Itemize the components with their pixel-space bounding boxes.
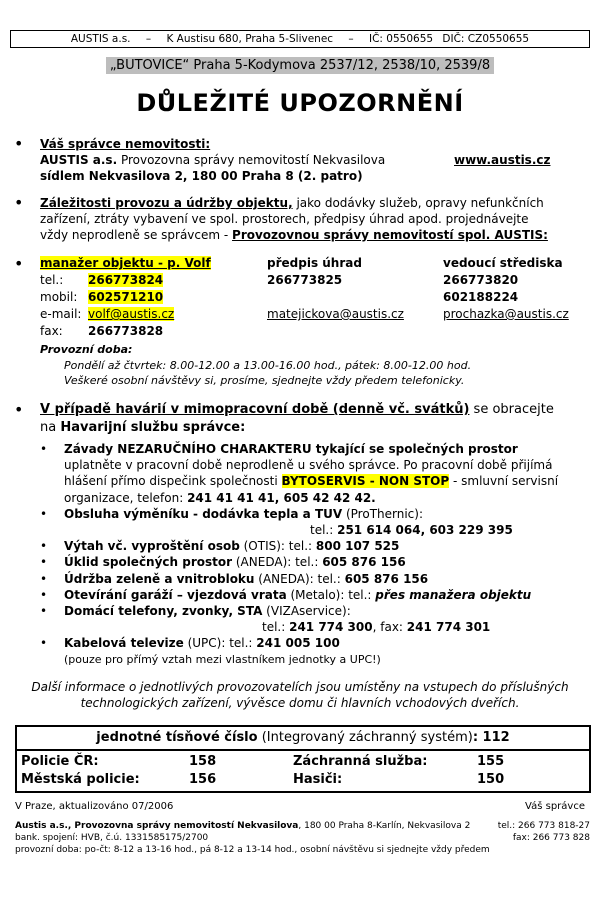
service-text: organizace, telefon: bbox=[64, 490, 188, 505]
manager-mobil: 602571210 bbox=[88, 290, 164, 304]
service-provider: (VIZAservice): bbox=[262, 604, 351, 619]
bullet-icon: • bbox=[14, 400, 24, 419]
head-tel: 266773820 bbox=[443, 273, 519, 287]
service-phone: 605 876 156 bbox=[322, 555, 406, 570]
website-link[interactable]: www.austis.cz bbox=[454, 153, 551, 167]
bullet-icon: • bbox=[40, 442, 48, 456]
manager-tel: 266773824 bbox=[88, 273, 164, 287]
emergency-text: na bbox=[40, 420, 61, 435]
fax-label: , fax: bbox=[372, 620, 407, 635]
footer-bank: bank. spojení: HVB, č.ú. 1331585175/2700 bbox=[15, 833, 209, 843]
service-label: Městská policie: bbox=[21, 772, 140, 787]
manager-heading: manažer objektu - p. Volf bbox=[40, 256, 211, 270]
hours-text: Veškeré osobní návštěvy si, prosíme, sjednejte vždy předem telefonicky. bbox=[64, 374, 465, 387]
bullet-icon: • bbox=[40, 506, 48, 521]
list-item bbox=[40, 506, 590, 538]
section-operations bbox=[40, 195, 580, 243]
header-ico: IČ: 0550655 bbox=[369, 33, 434, 45]
company-detail: Provozovna správy nemovitostí Nekvasilova bbox=[117, 153, 386, 167]
manager-email[interactable]: volf@austis.cz bbox=[88, 307, 175, 321]
service-phone: 241 774 300 bbox=[289, 620, 373, 635]
service-name: Kabelová televize bbox=[64, 636, 184, 651]
service-contact: přes manažera objektu bbox=[375, 587, 532, 602]
service-provider: (ANEDA): tel.: bbox=[254, 571, 345, 586]
emergency-heading: V případě havárií v mimopracovní době (denně vč. svátků) bbox=[40, 402, 470, 417]
bullet-icon: • bbox=[40, 587, 48, 602]
footer-info bbox=[15, 820, 590, 856]
service-phone: 241 005 100 bbox=[256, 636, 340, 651]
section-heading: Váš správce nemovitosti: bbox=[40, 137, 211, 151]
hours-text: Pondělí až čtvrtek: 8.00-12.00 a 13.00-16.00 hod., pátek: 8.00-12.00 hod. bbox=[64, 359, 472, 372]
service-note: (pouze pro přímý vztah mezi vlastníkem jednotky a UPC!) bbox=[64, 652, 381, 666]
list-item bbox=[40, 441, 590, 506]
emergency-section-heading bbox=[40, 401, 590, 437]
billing-heading: předpis úhrad bbox=[267, 256, 362, 270]
list-item bbox=[40, 554, 590, 570]
signature: Váš správce bbox=[525, 801, 585, 812]
info-text: technologických zařízení, vývěsce domu či hlavních vchodových dveřích. bbox=[80, 696, 520, 710]
service-name: Úklid společných prostor bbox=[64, 555, 233, 570]
ops-heading: Záležitosti provozu a údržby objektu, bbox=[40, 196, 293, 210]
service-name: Otevírání garáží – vjezdová vrata bbox=[64, 587, 287, 602]
service-fax: 241 774 301 bbox=[406, 620, 491, 635]
update-date: V Praze, aktualizováno 07/2006 bbox=[15, 801, 174, 812]
service-name: Údržba zeleně a vnitrobloku bbox=[64, 571, 255, 586]
emergency-service: Havarijní službu správce: bbox=[60, 420, 246, 435]
service-text: hlášení přímo dispečink společnosti bbox=[64, 474, 282, 489]
manager-fax: 266773828 bbox=[88, 324, 164, 338]
tel-label: tel.: bbox=[310, 523, 338, 538]
page-title: DŮLEŽITÉ UPOZORNĚNÍ bbox=[136, 89, 464, 117]
head-email[interactable]: prochazka@austis.cz bbox=[443, 307, 569, 321]
emergency-title: jednotné tísňové číslo bbox=[96, 730, 258, 745]
head-mobil: 602188224 bbox=[443, 290, 519, 304]
service-provider: (ANEDA): tel.: bbox=[232, 555, 323, 570]
header-address: K Austisu 680, Praha 5-Slivenec bbox=[166, 33, 334, 45]
list-item bbox=[40, 571, 590, 587]
company-seat: sídlem Nekvasilova 2, 180 00 Praha 8 (2. patro) bbox=[40, 169, 363, 183]
service-number: 155 bbox=[477, 754, 505, 769]
company-name: AUSTIS a.s. bbox=[40, 153, 118, 167]
tel-label: tel.: bbox=[262, 620, 290, 635]
service-provider: (OTIS): tel.: bbox=[239, 539, 316, 554]
bullet-icon: • bbox=[14, 134, 24, 153]
header-dic: DIČ: CZ0550655 bbox=[442, 33, 530, 45]
footer-hours: provozní doba: po-čt: 8-12 a 13-16 hod., pá 8-12 a 13-14 hod., osobní návštěvu si sjednejte vždy předem bbox=[15, 845, 490, 855]
emergency-text: se obracejte bbox=[469, 402, 554, 417]
bullet-icon: • bbox=[40, 555, 48, 570]
service-phone: 605 876 156 bbox=[344, 571, 429, 586]
table-row bbox=[17, 771, 589, 789]
service-number: 150 bbox=[477, 772, 505, 787]
tel-label: tel.: bbox=[40, 273, 64, 287]
office-hours bbox=[64, 358, 471, 388]
info-note bbox=[0, 679, 600, 711]
email-label: e-mail: bbox=[40, 307, 82, 321]
service-phone: 800 107 525 bbox=[315, 539, 400, 554]
dispatch-name: BYTOSERVIS - NON STOP bbox=[281, 474, 450, 489]
service-provider: (ProThernic): bbox=[342, 506, 423, 521]
emergency-subtitle: (Integrovaný záchranný systém) bbox=[257, 730, 473, 745]
service-name: Obsluha výměníku - dodávka tepla a TUV bbox=[64, 506, 343, 521]
service-number: 158 bbox=[189, 754, 217, 769]
bullet-icon: • bbox=[40, 539, 48, 554]
bullet-icon: • bbox=[40, 604, 48, 619]
building-location: „BUTOVICE“ Praha 5-Kodymova 2537/12, 2538/10, 2539/8 bbox=[0, 58, 600, 73]
billing-tel: 266773825 bbox=[267, 273, 343, 287]
service-provider: (UPC): tel.: bbox=[183, 636, 257, 651]
list-item bbox=[40, 587, 590, 603]
service-label: Hasiči: bbox=[293, 772, 343, 787]
service-text: - smluvní servisní bbox=[449, 474, 559, 489]
footer-fax: fax: 266 773 828 bbox=[512, 833, 590, 843]
service-name: Výtah vč. vyproštění osob bbox=[64, 539, 240, 554]
ops-text: zařízení, ztráty vybavení ve spol. prostorech, předpisy úhrad apod. projednávejte bbox=[40, 212, 529, 226]
ops-text: jako dodávky služeb, opravy nefunkčních bbox=[292, 196, 544, 210]
header-company: AUSTIS a.s. bbox=[70, 33, 131, 45]
emergency-table-header bbox=[17, 727, 589, 751]
ops-provider: Provozovnou správy nemovitostí spol. AUSTIS: bbox=[232, 228, 548, 242]
service-phone: 251 614 064, 603 229 395 bbox=[337, 523, 513, 538]
dispatch-phone: 241 41 41 41, 605 42 42 42. bbox=[187, 490, 376, 505]
footer-tel: tel.: 266 773 818-27 bbox=[497, 821, 590, 831]
service-number: 156 bbox=[189, 772, 217, 787]
service-provider: (Metalo): tel.: bbox=[286, 587, 376, 602]
contacts-grid bbox=[40, 256, 590, 336]
section-manager bbox=[40, 136, 580, 184]
bullet-icon: • bbox=[40, 636, 48, 651]
company-header bbox=[10, 30, 590, 48]
emergency-numbers-table bbox=[15, 725, 591, 793]
footer-address: , 180 00 Praha 8-Karlín, Nekvasilova 2 bbox=[298, 821, 471, 831]
service-label: Policie ČR: bbox=[21, 754, 99, 769]
service-label: Záchranná služba: bbox=[293, 754, 428, 769]
service-text: uplatněte v pracovní době neprodleně u svého správce. Po pracovní době přijímá bbox=[64, 458, 553, 473]
bullet-icon: • bbox=[40, 571, 48, 586]
fax-label: fax: bbox=[40, 324, 63, 338]
table-row bbox=[17, 753, 589, 771]
emergency-number: : 112 bbox=[472, 730, 510, 745]
service-name: Závady NEZARUČNÍHO CHARAKTERU tykající se společných prostor bbox=[64, 442, 518, 456]
footer-company: Austis a.s., Provozovna správy nemovitostí Nekvasilova bbox=[15, 821, 299, 831]
service-name: Domácí telefony, zvonky, STA bbox=[64, 604, 263, 619]
bullet-icon: • bbox=[14, 254, 24, 273]
list-item bbox=[40, 603, 590, 635]
hours-label: Provozní doba: bbox=[40, 343, 133, 356]
list-item bbox=[40, 538, 590, 554]
ops-text: vždy neprodleně se správcem - bbox=[40, 228, 233, 242]
header-sep: – bbox=[348, 33, 354, 45]
info-text: Další informace o jednotlivých provozovatelích jsou umístěny na vstupech do příslušných bbox=[31, 680, 569, 694]
billing-email[interactable]: matejickova@austis.cz bbox=[267, 307, 404, 321]
service-list bbox=[40, 441, 590, 668]
head-center-heading: vedoucí střediska bbox=[443, 256, 563, 270]
header-sep: – bbox=[145, 33, 152, 45]
bullet-icon: • bbox=[14, 193, 24, 212]
list-item bbox=[40, 635, 590, 667]
mobil-label: mobil: bbox=[40, 290, 78, 304]
